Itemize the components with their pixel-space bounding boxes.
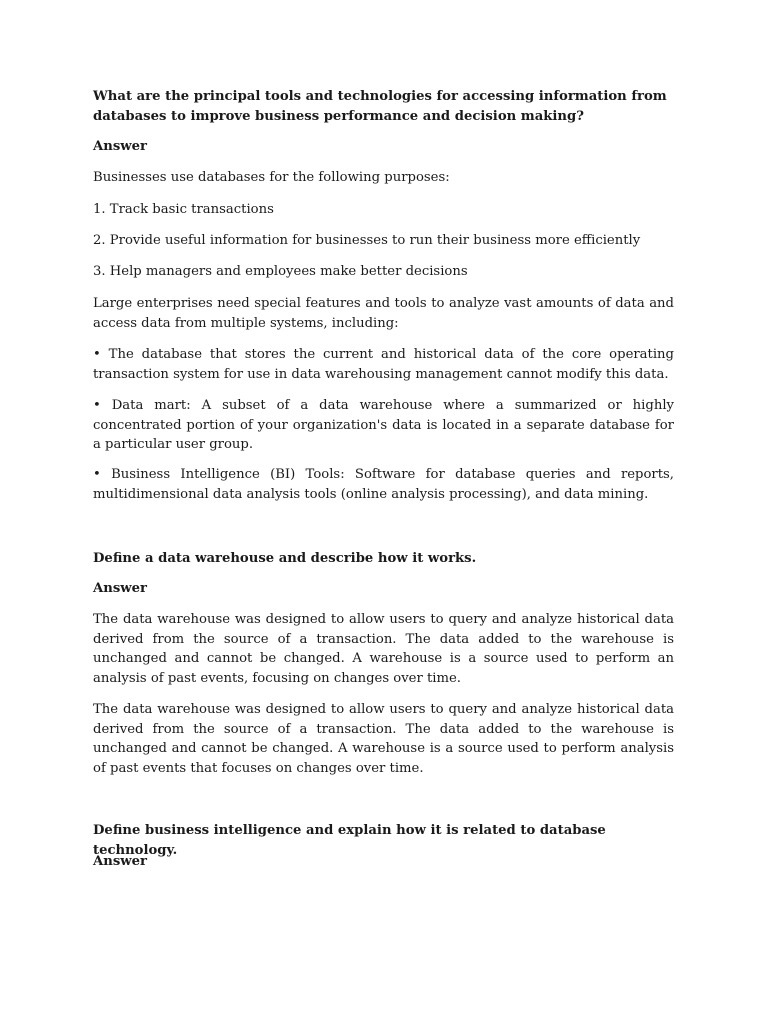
- purposes-intro: Businesses use databases for the following purposes:: [93, 170, 450, 185]
- warehouse-paragraph-1: The data warehouse was designed to allow users to query and analyze historical data derived from the source of a transaction. The data added to the warehouse is unchanged and cannot be changed. A warehouse is a source used to perform an analysis of past events, focusing on changes over time.: [93, 612, 674, 686]
- bullet-item-2: • Data mart: A subset of a data warehouse where a summarized or highly concentrated portion of your organization's data is located in a separate database for a particular user group.: [93, 398, 674, 452]
- purpose-item-2: 2. Provide useful information for businesses to run their business more efficiently: [93, 233, 641, 248]
- bullet-item-3: • Business Intelligence (BI) Tools: Software for database queries and reports, multidimensional data analysis tools (online analysis processing), and data mining.: [93, 467, 674, 502]
- answer-label-3: Answer: [93, 854, 147, 869]
- answer-label-2: Answer: [93, 581, 147, 596]
- question-heading-2: Define a data warehouse and describe how it works.: [93, 551, 477, 566]
- enterprise-paragraph: Large enterprises need special features and tools to analyze vast amounts of data and access data from multiple systems, including:: [93, 296, 674, 331]
- purpose-item-3: 3. Help managers and employees make better decisions: [93, 264, 468, 279]
- bullet-item-1: • The database that stores the current and historical data of the core operating transaction system for use in data warehousing management cannot modify this data.: [93, 347, 674, 382]
- question-heading-3: Define business intelligence and explain how it is related to database technology.: [93, 823, 606, 858]
- warehouse-paragraph-2: The data warehouse was designed to allow users to query and analyze historical data derived from the source of a transaction. The data added to the warehouse is unchanged and cannot be changed. A warehouse is a source used to perform analysis of past events that focuses on changes over time.: [93, 702, 674, 776]
- answer-label-1: Answer: [93, 139, 147, 154]
- purpose-item-1: 1. Track basic transactions: [93, 202, 274, 217]
- question-heading-1: What are the principal tools and technologies for accessing information from databases to improve business performance and decision making?: [93, 89, 667, 124]
